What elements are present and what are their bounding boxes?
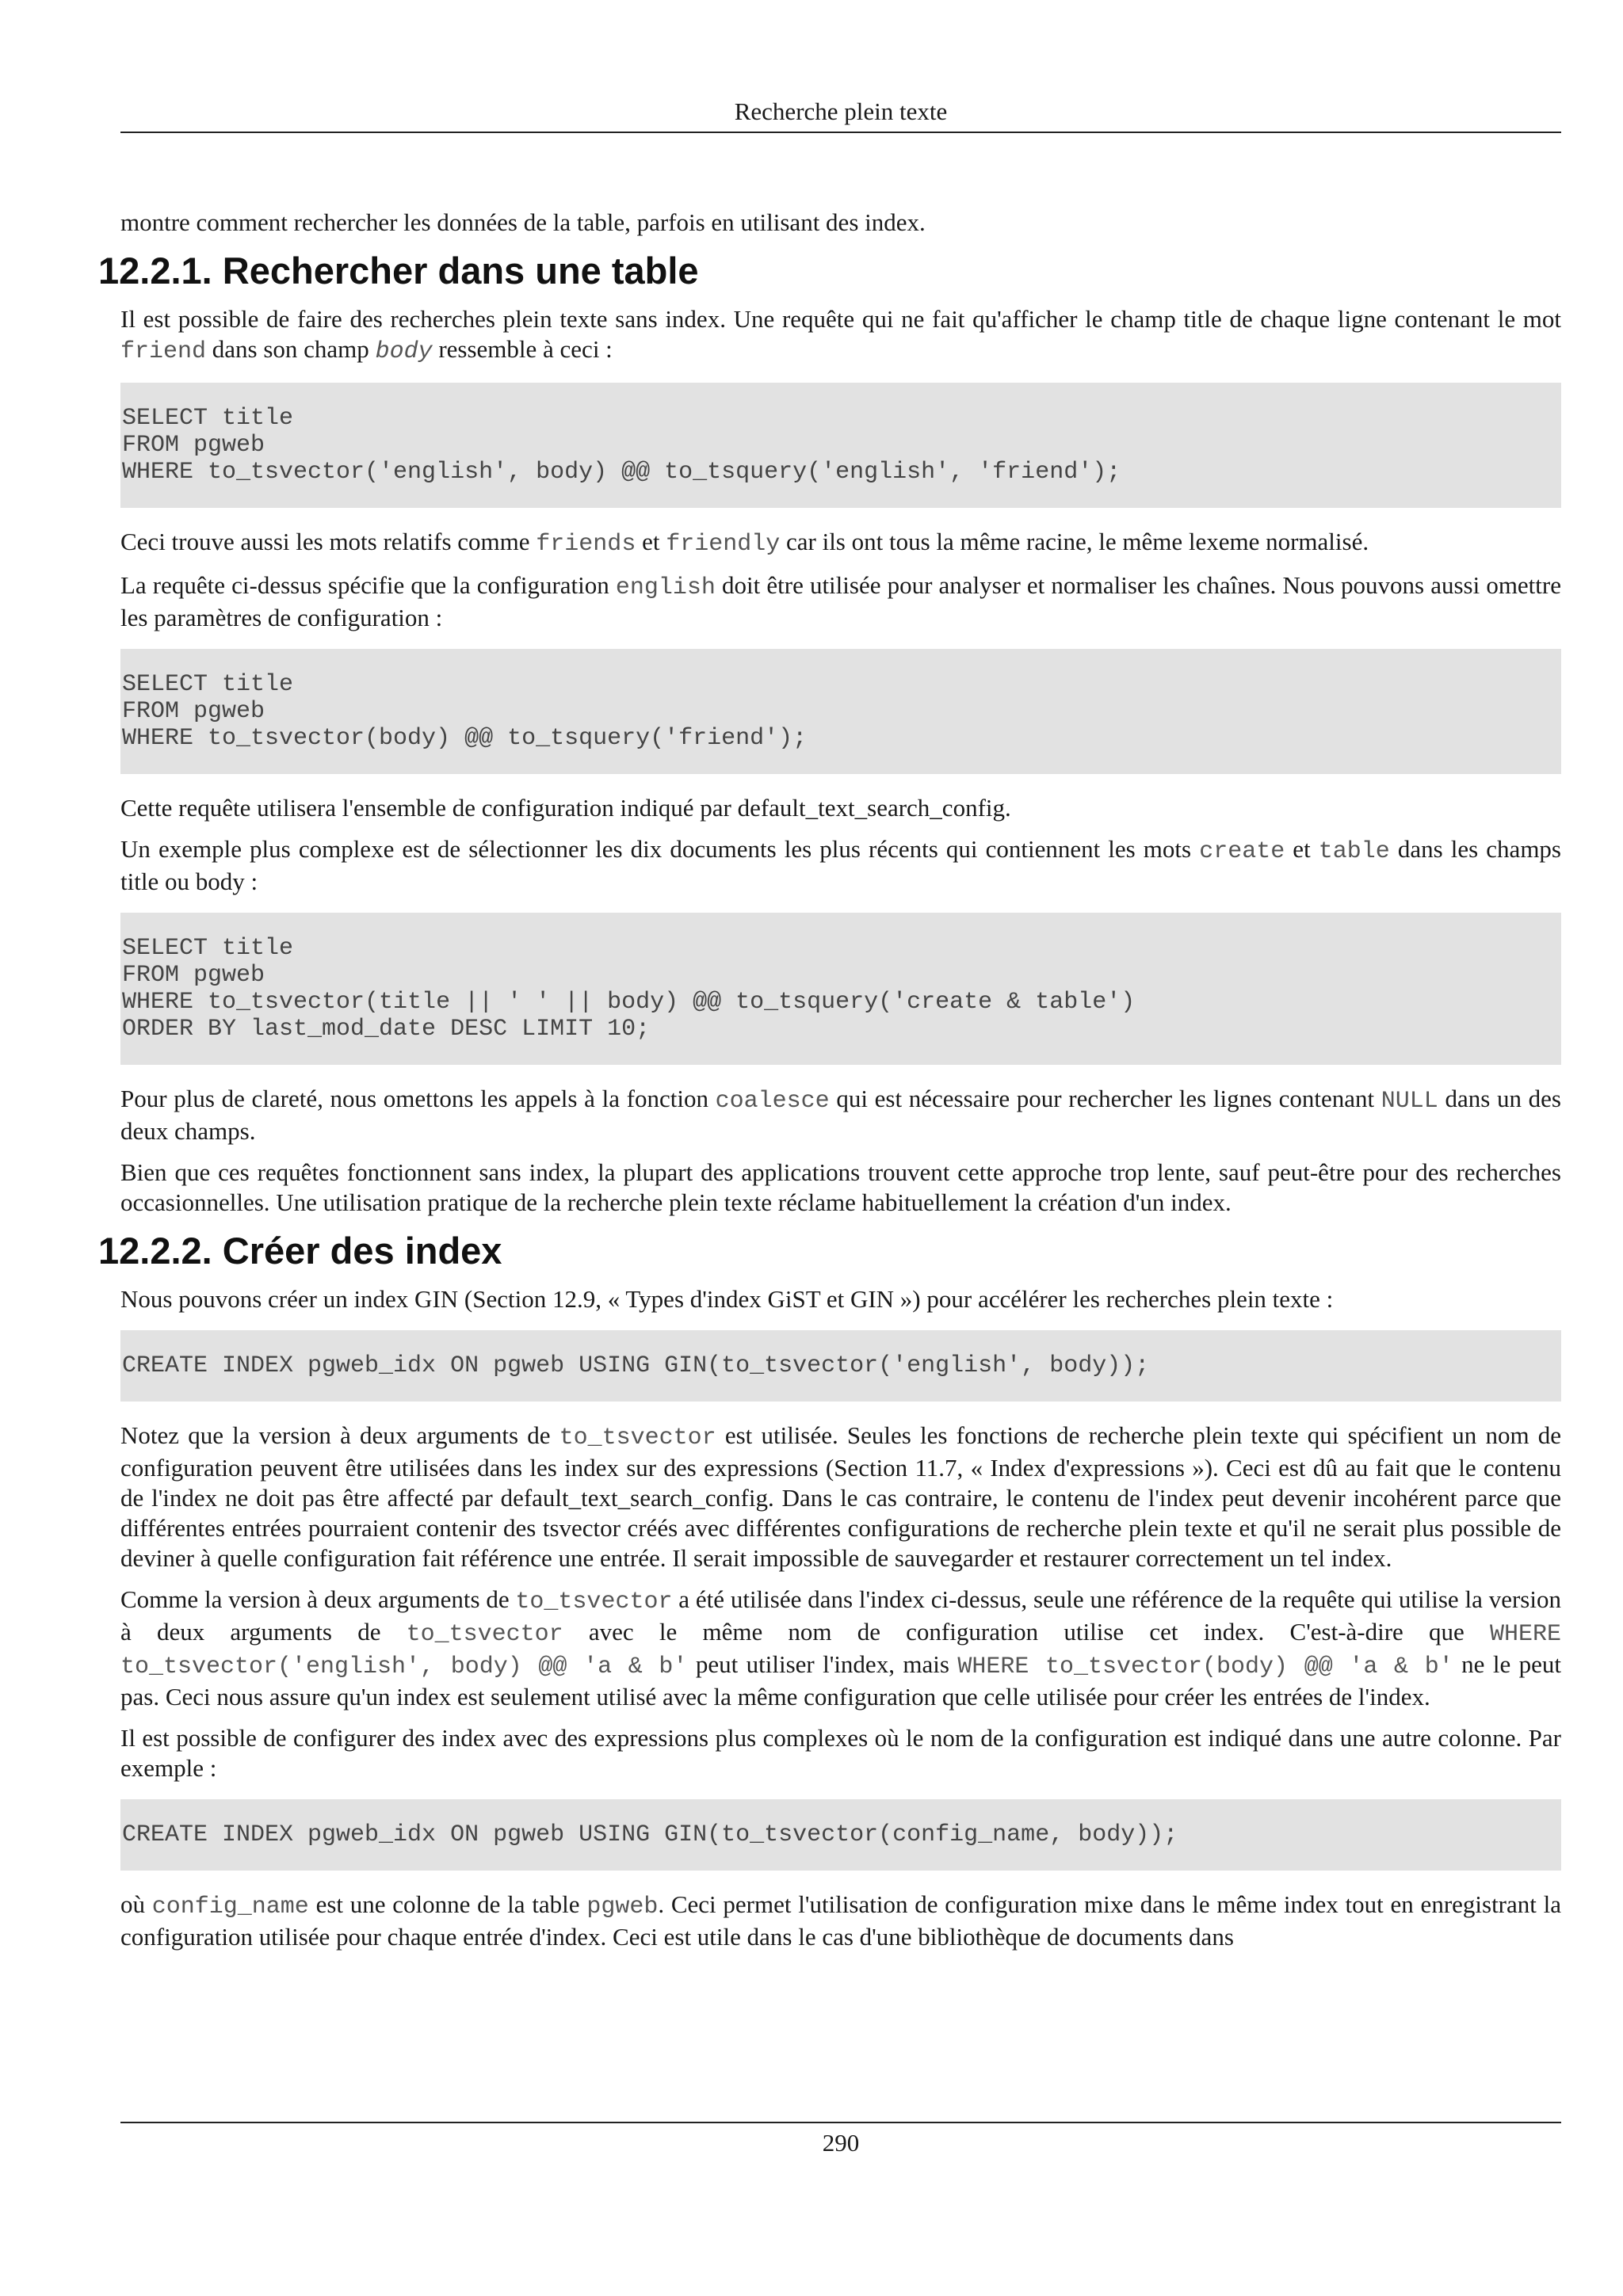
inline-code: friend (120, 338, 207, 365)
paragraph (120, 527, 1561, 559)
paragraph (120, 1585, 1561, 1712)
text: Il est possible de faire des recherches plein texte sans index. Une requête qui ne fait qu'afficher le champ title de chaque ligne contenant le mot (120, 305, 1561, 333)
text: et (1285, 835, 1319, 863)
paragraph (120, 834, 1561, 897)
code-block: SELECT title FROM pgweb WHERE to_tsvector(title || ' ' || body) @@ to_tsquery('create & table') ORDER BY last_mod_date DESC LIMIT 10; (120, 913, 1561, 1065)
text: dans les champs title ou body : (120, 835, 1561, 895)
paragraph: Nous pouvons créer un index GIN (Section 12.9, « Types d'index GiST et GIN ») pour accélérer les recherches plein texte : (120, 1285, 1334, 1313)
intro-paragraph: montre comment rechercher les données de la table, parfois en utilisant des index. (120, 208, 926, 236)
running-header: Recherche plein texte (120, 93, 1561, 133)
inline-code: friends (536, 531, 636, 558)
text: où (120, 1890, 152, 1918)
section-heading-creer-index: 12.2.2. Créer des index (98, 1230, 502, 1272)
text: Un exemple plus complexe est de sélectionner les dix documents les plus récents qui contiennent les mots (120, 835, 1200, 863)
inline-code: WHERE to_tsvector('english', body) @@ 'a & b' (120, 1621, 1561, 1680)
inline-code: coalesce (715, 1088, 830, 1115)
text: doit être utilisée pour analyser et normaliser les chaînes. Nous pouvons aussi omettre les paramètres de configuration : (120, 571, 1561, 631)
text: Notez que la version à deux arguments de (120, 1421, 559, 1449)
inline-code: pgweb (586, 1894, 659, 1920)
inline-code: body (375, 338, 433, 365)
inline-code: table (1318, 838, 1390, 865)
text: dans un des deux champs. (120, 1085, 1561, 1145)
text: est une colonne de la table (308, 1890, 587, 1918)
inline-code: WHERE to_tsvector(body) @@ 'a & b' (957, 1653, 1453, 1680)
paragraph: Bien que ces requêtes fonctionnent sans index, la plupart des applications trouvent cette approche trop lente, sauf peut-être pour des recherches occasionnelles. Une utilisation pratique de la recherche plein texte réclame habituellement la création d'un index. (120, 1158, 1561, 1216)
paragraph (120, 570, 1561, 633)
inline-code: to_tsvector (559, 1425, 716, 1451)
code-block: CREATE INDEX pgweb_idx ON pgweb USING GIN(to_tsvector(config_name, body)); (120, 1799, 1561, 1871)
paragraph (120, 1890, 1561, 1952)
paragraph: Cette requête utilisera l'ensemble de configuration indiqué par default_text_search_config. (120, 794, 1011, 822)
text: peut utiliser l'index, mais (687, 1650, 958, 1678)
inline-code: NULL (1381, 1088, 1438, 1115)
page-content (98, 208, 1562, 1963)
text: et (636, 528, 666, 555)
paragraph (120, 304, 1561, 367)
paragraph: Il est possible de configurer des index avec des expressions plus complexes où le nom de la configuration est indiqué dans une autre colonne. Par exemple : (120, 1724, 1561, 1782)
text: a été utilisée dans l'index ci-dessus, seule une référence de la requête qui utilise la version à deux arguments de (120, 1585, 1561, 1646)
text: Comme la version à deux arguments de (120, 1585, 516, 1613)
paragraph (120, 1421, 1561, 1573)
section-heading-rechercher: 12.2.1. Rechercher dans une table (98, 250, 699, 292)
code-block: SELECT title FROM pgweb WHERE to_tsvector(body) @@ to_tsquery('friend'); (120, 649, 1561, 774)
inline-code: english (615, 574, 716, 601)
text: ne le peut pas. Ceci nous assure qu'un index est seulement utilisé avec la même configuration que celle utilisée pour créer les entrées de l'index. (120, 1650, 1561, 1711)
inline-code: create (1199, 838, 1285, 865)
inline-code: friendly (666, 531, 781, 558)
text: ressemble à ceci : (432, 335, 613, 363)
text: dans son champ (206, 335, 376, 363)
paragraph (120, 1084, 1561, 1146)
text: qui est nécessaire pour rechercher les lignes contenant (829, 1085, 1381, 1112)
text: Ceci trouve aussi les mots relatifs comme (120, 528, 537, 555)
text: . Ceci permet l'utilisation de configuration mixe dans le même index tout en enregistrant la configuration utilisée pour chaque entrée d'index. Ceci est utile dans le cas d'une bibliothèque de documents dans (120, 1890, 1562, 1951)
inline-code: config_name (151, 1894, 309, 1920)
text: avec le même nom de configuration utilise cet index. C'est-à-dire que (563, 1618, 1490, 1646)
page-number: 290 (120, 2122, 1561, 2161)
text: Pour plus de clareté, nous omettons les appels à la fonction (120, 1085, 716, 1112)
text: La requête ci-dessus spécifie que la configuration (120, 571, 616, 599)
text: car ils ont tous la même racine, le même lexeme normalisé. (780, 528, 1369, 555)
text: est utilisée. Seules les fonctions de recherche plein texte qui spécifient un nom de configuration peuvent être utilisées dans les index sur des expressions (Section 11.7, « Index d'expressions »). Ceci est dû au fait que le contenu de l'index ne doit pas être affecté par default_text_search_config. Dans le cas contraire, le contenu de l'index peut devenir incohérent parce que différentes entrées pourraient contenir des tsvector créés avec différentes configurations de recherche plein texte et qu'il ne serait plus possible de deviner à quelle configuration fait référence une entrée. Il serait impossible de sauvegarder et restaurer correctement un tel index. (120, 1421, 1561, 1572)
inline-code: to_tsvector (406, 1621, 563, 1648)
code-block: CREATE INDEX pgweb_idx ON pgweb USING GIN(to_tsvector('english', body)); (120, 1330, 1561, 1402)
code-block: SELECT title FROM pgweb WHERE to_tsvector('english', body) @@ to_tsquery('english', 'friend'); (120, 383, 1561, 508)
inline-code: to_tsvector (515, 1589, 673, 1615)
